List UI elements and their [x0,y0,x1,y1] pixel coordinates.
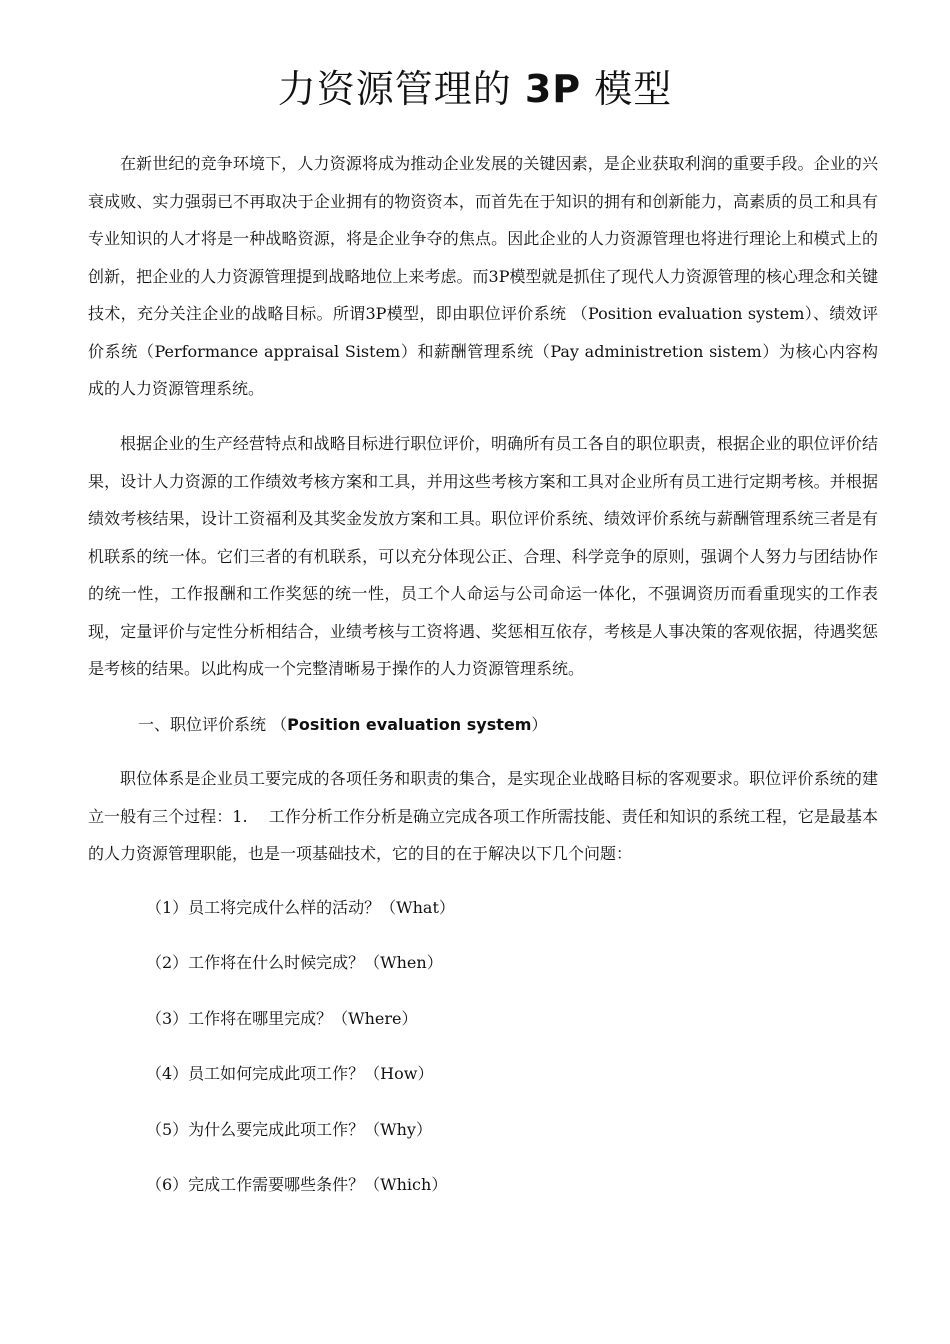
title-bold: 3P [524,67,582,111]
heading-bold: Position evaluation system [287,715,532,734]
list-item: （2）工作将在什么时候完成？（When） [146,953,443,973]
list-item: （6）完成工作需要哪些条件？（Which） [146,1174,448,1194]
paragraph-position-system: 职位体系是企业员工要完成的各项任务和职责的集合，是实现企业战略目标的客观要求。职位评价系统的建立一般有三个过程：1. 工作分析工作分析是确立完成各项工作所需技能、责任和知识的系统工程，它是最基本的人力资源管理职能，也是一项基础技术，它的目的在于解决以下几个问题： [88,769,878,863]
heading-prefix: 一、职位评价系统 （ [138,715,288,734]
paragraph-evaluation-overview: 根据企业的生产经营特点和战略目标进行职位评价，明确所有员工各自的职位职责，根据企业的职位评价结果，设计人力资源的工作绩效考核方案和工具，并用这些考核方案和工具对企业所有员工进行定期考核。并根据绩效考核结果，设计工资福利及其奖金发放方案和工具。职位评价系统、绩效评价系统与薪酬管理系统三者是有机联系的统一体。它们三者的有机联系，可以充分体现公正、合理、科学竞争的原则，强调个人努力与团结协作的统一性，工作报酬和工作奖惩的统一性，员工个人命运与公司命运一体化，不强调资历而看重现实的工作表现，定量评价与定性分析相结合，业绩考核与工资将遇、奖惩相互依存，考核是人事决策的客观依据，待遇奖惩是考核的结果。以此构成一个完整清晰易于操作的人力资源管理系统。 [88,434,878,678]
list-item: （1）员工将完成什么样的活动？（What） [146,898,455,917]
section-heading [138,707,547,743]
question-list [146,890,455,1222]
list-item: （4）员工如何完成此项工作？（How） [146,1064,434,1084]
list-item: （5）为什么要完成此项工作？（Why） [146,1119,432,1139]
document-title [0,58,950,113]
title-prefix: 力资源管理的 [277,67,512,111]
title-suffix: 模型 [594,67,673,111]
list-item: （3）工作将在哪里完成？（Where） [146,1008,418,1028]
heading-suffix: ） [531,715,548,734]
paragraph-intro: 在新世纪的竞争环境下，人力资源将成为推动企业发展的关键因素，是企业获取利润的重要手段。企业的兴衰成败、实力强弱已不再取决于企业拥有的物资资本，而首先在于知识的拥有和创新能力，高素质的员工和具有专业知识的人才将是一种战略资源，将是企业争夺的焦点。因此企业的人力资源管理也将进行理论上和模式上的创新，把企业的人力资源管理提到战略地位上来考虑。而3P模型就是抓住了现代人力资源管理的核心理念和关键技术，充分关注企业的战略目标。所谓3P模型，即由职位评价系统 （Position evaluation system）、绩效评价系统（Performance appraisal Sistem）和薪酬管理系统（Pay administretion sistem）为核心内容构成的人力资源管理系统。 [88,154,878,398]
